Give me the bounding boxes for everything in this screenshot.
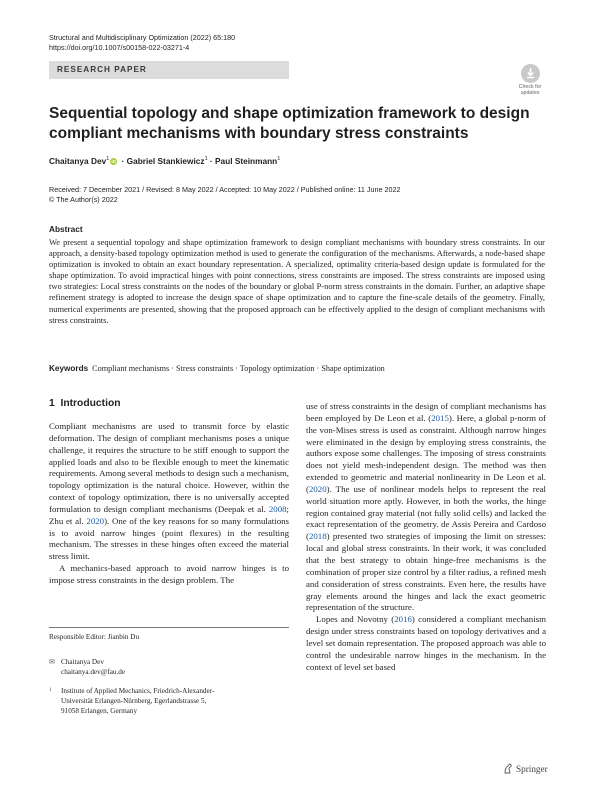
paragraph-text: ). The use of nonlinear models helps to represent the real world situation more aptly. However, in both the works, the hinge region contained gray material (not fully solid cells) and lacked the exact representation of the geometry. de Assis Pereira and Cardoso ( (306, 483, 546, 542)
body-column-right (306, 401, 546, 673)
paragraph (49, 421, 289, 563)
publisher-logo (503, 763, 548, 774)
paragraph (306, 401, 546, 614)
publisher-name: Springer (516, 763, 548, 774)
paragraph-text: use of stress constraints in the design of compliant mechanisms has been employed by De Leon et al. ( (306, 401, 546, 423)
paragraph (306, 614, 546, 673)
check-for-updates-label-2: updates (520, 90, 540, 96)
abstract-text: We present a sequential topology and shape optimization framework to design compliant mechanisms with boundary stress constraints. In our approach, a density-based topology optimization method is used to generate the configuration of the mechanisms. Afterwards, a node-based shape optimization is invoked to obtain an exact boundary representation. A specialized, optimality criteria-based design update is formulated for the shape optimization. To avoid impractical hinges with point connections, stress constraints are imposed. The stress constraints are imposed using two strategies: Local stress constraints on the nodes of the boundary or global P-norm stress constraints in the domain. Further, an adaptive shape refinement strategy is adopted to increase the design space of shape optimization and to capture the fine-scale details of the geometry. Finally, numerical experiments are presented, showing that the proposed approach can be effectively applied to the design of compliant mechanisms with stress constraints. (49, 237, 545, 325)
orcid-icon[interactable]: iD (111, 159, 116, 164)
responsible-editor: Responsible Editor: Jianbin Du (49, 633, 140, 641)
keywords-list: Compliant mechanisms · Stress constraints · Topology optimization · Shape optimization (92, 364, 385, 373)
article-title: Sequential topology and shape optimization framework to design compliant mechanisms with boundary stress constraints (49, 105, 530, 142)
envelope-icon: ✉ (49, 658, 56, 666)
keywords-label: Keywords (49, 364, 89, 373)
author-affiliation-sup: 1 (277, 156, 281, 163)
doi-link[interactable]: https://doi.org/10.1007/s00158-022-03271-4 (49, 43, 190, 52)
check-for-updates-badge[interactable] (512, 64, 548, 96)
footnote-divider (49, 627, 289, 628)
check-for-updates-label: Check for (518, 84, 542, 90)
author-name[interactable]: Paul Steinmann (215, 156, 278, 166)
section-heading (49, 398, 121, 409)
affiliation (49, 686, 214, 716)
author-affiliation-sup: 1 (106, 156, 110, 163)
citation-link[interactable]: 2020 (86, 515, 105, 526)
author-name[interactable]: Chaitanya Dev (49, 156, 107, 166)
affiliation-line: Institute of Applied Mechanics, Friedrich-Alexander- (61, 687, 215, 695)
abstract-heading: Abstract (49, 224, 83, 234)
citation-link[interactable]: 2016 (394, 614, 412, 625)
author-separator: · (207, 156, 215, 166)
copyright: © The Author(s) 2022 (49, 194, 118, 204)
keywords (49, 364, 385, 373)
section-title: Introduction (60, 398, 121, 409)
citation-link[interactable]: 2018 (308, 531, 327, 542)
author-list (49, 156, 280, 166)
article-dates (49, 185, 400, 204)
history-dates: Received: 7 December 2021 / Revised: 8 May 2022 / Accepted: 10 May 2022 / Published online: 11 June 2022 (49, 185, 401, 194)
paragraph-text: ). One of the key reasons for so many formulations is to avoid narrow hinges (point flexures) in the resulting mechanism. The stresses in these hinges often exceed the material stress limit. (49, 515, 289, 562)
paragraph-text: ) presented two strategies of imposing the limit on stresses: local and global stress constraints. In their work, it was concluded that the best strategy to obtain hinge-free mechanisms is the combination of proper size control by a filter radius, a refined mesh and consideration of stress constraints. Even here, the results have gray elements around the hinges and lack the exact geometric representation of the structure. (306, 531, 546, 613)
paragraph-text: ) considered a compliant mechanism design under stress constraints based on topology derivatives and a level set domain representation. The proposed approach was able to control the undesirable narrow hinges in the mechanism. In the context of level set based (306, 614, 546, 672)
paragraph-text: ; Zhu et al. (49, 503, 289, 526)
springer-horse-icon (503, 763, 513, 774)
author-separator: · (119, 156, 127, 166)
citation-link[interactable]: 2020 (308, 483, 327, 494)
paragraph: A mechanics-based approach to avoid narrow hinges is to impose stress constraints in the design problem. The (49, 563, 289, 585)
citation-link[interactable]: 2008 (268, 503, 287, 514)
author-name[interactable]: Gabriel Stankiewicz (126, 156, 205, 166)
affiliation-line: Universität Erlangen-Nürnberg, Egerlandstrasse 5, (61, 696, 207, 705)
paragraph-text: Compliant mechanisms are used to transmit force by elastic deformation. The design of compliant mechanisms poses a unique challenge, it requires the structure to be stiff enough to support the applied loads and also to be flexible enough to meet the kinematic requirements. Among several methods to design such a mechanism, topology optimization is the natural choice. However, within the context of topology optimization, there is no universally accepted formulation to design compliant mechanisms (Deepak et al. (49, 421, 289, 514)
citation-link[interactable]: 2015 (431, 412, 449, 423)
paragraph-text: ). Here, a global p-norm of the von-Mises stress is used as constraint. Although narrow hinges were eliminated in the design by employing stress constraints, the authors expose some challenges. The imposing of stress constraints does not yield mesh-independent design. The method was then extended to geometric and material nonlinearity in De Leon et al. ( (306, 412, 546, 494)
author-affiliation-sup: 1 (204, 156, 208, 163)
affiliation-line: 91058 Erlangen, Germany (61, 706, 138, 715)
corresponding-email[interactable]: chaitanya.dev@fau.de (61, 667, 126, 676)
paragraph-text: Lopes and Novotny ( (316, 614, 395, 625)
section-number: 1 (49, 398, 55, 409)
journal-citation: Structural and Multidisciplinary Optimization (2022) 65:180 (49, 33, 236, 42)
check-for-updates-icon (521, 64, 540, 83)
corresponding-author (49, 658, 125, 678)
affiliation-marker: 1 (49, 687, 52, 693)
article-type-banner: RESEARCH PAPER (49, 61, 289, 79)
corresponding-name: Chaitanya Dev (61, 658, 104, 666)
body-column-left (49, 421, 289, 587)
